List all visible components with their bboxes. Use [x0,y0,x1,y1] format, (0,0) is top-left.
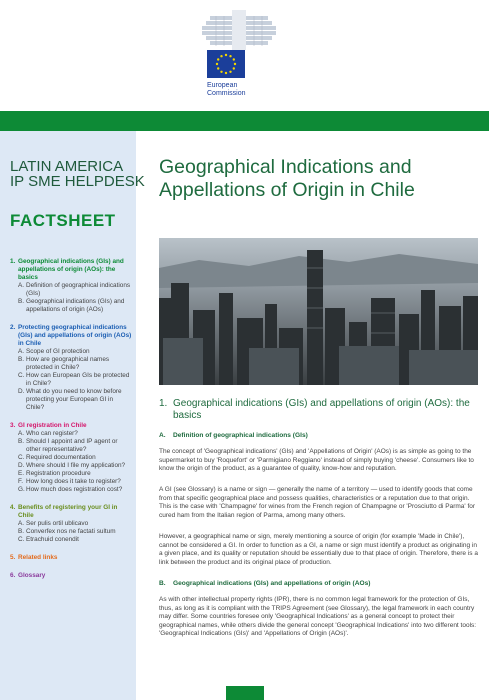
logo-line-2: Commission [207,90,246,97]
toc-section-heading[interactable] [10,572,132,580]
toc-section-heading[interactable] [10,422,132,430]
paragraph-b1: As with other intellectual property rights (IPR), there is no common legal framework for the protection of GIs, thus, as long as it is compliant with the TRIPS Agreement (see Glossary), the legal framework in each country may differ. Some countries foresee only 'Geographical Indications' as a general concept to protect their geographical names, while others divide the general concept 'Geographical Indications' into two different tools: 'Geographical Indications (GIs)' and 'Appellations of Origin (AOs)'. [159,596,477,638]
toc-section-number: 6. [10,572,16,579]
toc-item-letter: G. [18,486,25,493]
toc-item[interactable] [10,298,132,314]
toc-item-label: Etrachuid conendit [26,536,79,543]
toc-section-title: Benefits of registering your GI in Chile [18,504,118,519]
toc-item-letter: B. [18,298,25,305]
section-1-title: Geographical indications (GIs) and appellations of origin (AOs): the basics [173,398,470,421]
toc-section-number: 1. [10,258,16,265]
toc-item-letter: A. [18,520,25,527]
toc-section-number: 3. [10,422,16,429]
subsection-b-heading [159,580,370,587]
sidebar [0,131,145,700]
toc-item[interactable] [10,388,132,412]
toc-item[interactable] [10,536,132,544]
toc-item-label: How much does registration cost? [26,486,123,493]
toc-item[interactable] [10,520,132,528]
footer-green-tab [226,686,264,700]
toc-item-label: How can European GIs be protected in Chile? [26,372,130,387]
toc-section-number: 5. [10,554,16,561]
toc-item[interactable] [10,462,132,470]
paragraph-a1: The concept of 'Geographical indications' (GIs) and 'Appellations of Origin' (AOs) is as simple as going to the supermarket to buy 'Roquefort' or 'Parmigiano Reggiano' instead of simply buying 'cheese'. Consumers like to know the origin of the product, as a guarantee of quality, know-how and reputation. [159,448,474,473]
toc-item-letter: C. [18,454,25,461]
toc-item-letter: A. [18,430,25,437]
toc-item[interactable] [10,348,132,356]
toc-item-letter: C. [18,536,25,543]
subsection-a-heading [159,432,308,439]
table-of-contents [10,258,132,590]
subsection-b-title: Geographical indications (GIs) and appellations of origin (AOs) [173,580,371,587]
toc-item-letter: A. [18,348,25,355]
toc-item-letter: B. [18,438,25,445]
toc-section-title: Geographical indications (GIs) and appellations of origin (AOs): the basics [18,258,124,281]
paragraph-a3: However, a geographical name or sign, merely mentioning a source of origin (for example 'Made in Chile'), cannot be considered a GI. In order to function as a GI, a name or sign must identify a product as originating in a given place, and its quality or reputation should be essentially due to that place of origin. Therefore, there is a link between the product and its original place of production. [159,533,478,566]
toc-item[interactable] [10,478,132,486]
toc-item-label: How are geographical names protected in Chile? [26,356,110,371]
subsection-a-letter: A. [159,432,166,439]
helpdesk-title-line-1: LATIN AMERICA [10,158,124,175]
toc-item-letter: B. [18,356,25,363]
logo-wordmark [207,82,277,98]
header-green-band [0,111,489,131]
toc-item-label: Who can register? [26,430,78,437]
toc-item[interactable] [10,356,132,372]
toc-item-label: Scope of GI protection [26,348,90,355]
toc-section-1[interactable] [10,258,132,314]
toc-section-title: Glossary [18,572,46,579]
toc-item-label: Geographical indications (GIs) and appellations of origin (AOs) [26,298,125,313]
toc-item-label: What do you need to know before protecting your European GI in Chile? [26,388,122,411]
toc-section-heading[interactable] [10,258,132,282]
toc-item-label: Ser pulis ortil ublicavo [26,520,89,527]
toc-item-label: Registration procedure [26,470,91,477]
toc-section-number: 4. [10,504,16,511]
toc-item-letter: A. [18,282,25,289]
toc-item-letter: B. [18,528,25,535]
toc-item[interactable] [10,486,132,494]
toc-item[interactable] [10,372,132,388]
toc-section-2[interactable] [10,324,132,412]
page-title: Geographical Indications and Appellations of Origin in Chile [159,156,415,201]
toc-section-title: GI registration in Chile [18,422,87,429]
toc-section-6[interactable] [10,572,132,580]
subsection-b-letter: B. [159,580,166,587]
berlaymont-building-icon [196,0,282,50]
helpdesk-title [10,159,145,189]
toc-item-letter: C. [18,372,25,379]
toc-item-letter: D. [18,388,25,395]
toc-section-heading[interactable] [10,554,132,562]
european-commission-logo [196,0,282,112]
factsheet-label: FACTSHEET [10,211,116,230]
toc-section-4[interactable] [10,504,132,544]
toc-item-label: Definition of geographical indications (GIs) [26,282,131,297]
paragraph-a2: A GI (see Glossary) is a name or sign — generally the name of a territory — used to identify goods that come from that specific geographical place and possess qualities, characteristics or a reputation due to that origin. This is the case with 'Champagne' for wines from the French region of Champagne or 'Prosciutto di Parma' for cured ham from the Italian region of Parma, among many others. [159,486,476,519]
toc-item[interactable] [10,430,132,438]
subsection-a-title: Definition of geographical indications (GIs) [173,432,308,439]
toc-item-label: Where should I file my application? [26,462,126,469]
toc-item[interactable] [10,470,132,478]
toc-section-5[interactable] [10,554,132,562]
toc-item[interactable] [10,438,132,454]
eu-flag-icon [207,50,245,78]
toc-item-letter: E. [18,470,25,477]
city-skyline-photo [159,238,478,385]
toc-section-heading[interactable] [10,324,132,348]
toc-item-label: Should I appoint and IP agent or other representative? [26,438,118,453]
section-1-heading [159,398,479,422]
helpdesk-title-line-2: IP SME HELPDESK [10,173,145,190]
toc-item-letter: F. [18,478,23,485]
section-1-number: 1. [159,398,168,409]
toc-section-title: Protecting geographical indications (GIs) and appellations of origin (AOs) in Chile [18,324,132,347]
toc-item-label: How long does it take to register? [26,478,121,485]
toc-item-letter: D. [18,462,25,469]
toc-item[interactable] [10,454,132,462]
toc-item[interactable] [10,282,132,298]
toc-item[interactable] [10,528,132,536]
toc-item-label: Required documentation [26,454,96,461]
toc-item-label: Converfex nos ne factati sultum [26,528,116,535]
toc-section-title: Related links [18,554,58,561]
logo-line-1: European [207,82,238,89]
toc-section-number: 2. [10,324,16,331]
toc-section-heading[interactable] [10,504,132,520]
toc-section-3[interactable] [10,422,132,494]
